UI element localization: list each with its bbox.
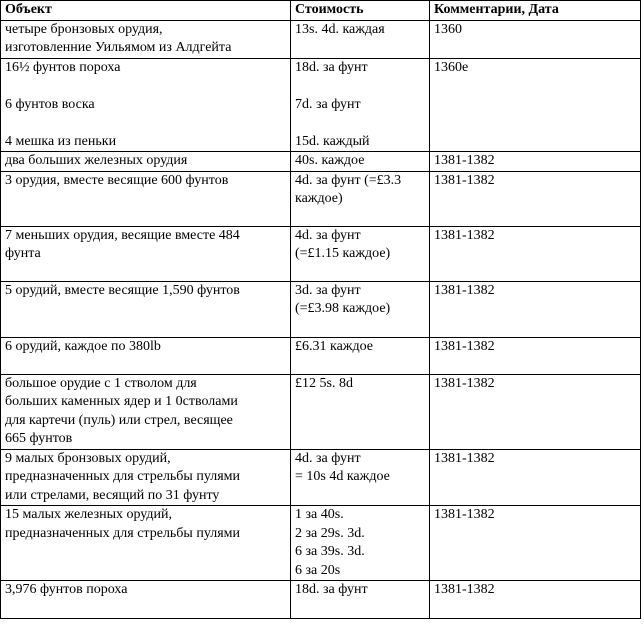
object-line: 5 орудий, вместе весящие 1,590 фунтов — [5, 282, 240, 298]
table-row — [1, 581, 641, 619]
object-cell — [1, 226, 291, 281]
comment-cell: 1381-1382 — [430, 226, 641, 281]
object-line: большое орудие с 1 стволом для — [5, 375, 197, 391]
object-line: 3,976 фунтов пороха — [5, 582, 128, 597]
object-line: два больших железных орудия — [5, 153, 188, 168]
object-cell — [1, 171, 291, 226]
comment-cell: 1381-1382 — [430, 281, 641, 337]
cost-line: 4d. за фунт — [295, 450, 361, 466]
line-gap — [5, 114, 286, 133]
cost-cell — [291, 581, 430, 619]
object-line: для картечи (пуль) или стрел, весящее — [5, 412, 233, 428]
comment-cell: 1381-1382 — [430, 581, 641, 619]
object-line: изготовленние Уильямом из Алдгейта — [5, 40, 232, 55]
object-line: 665 фунтов — [5, 431, 73, 446]
object-line: 9 малых бронзовых орудий, — [5, 450, 171, 466]
comment-cell: 1381-1382 — [430, 152, 641, 172]
object-line: больших каменных ядер и 1 0стволами — [5, 394, 238, 409]
cost-line: 6 за 39s. 3d. — [295, 544, 365, 559]
object-cell — [1, 449, 291, 506]
object-line: предназначенных для стрельбы пулями — [5, 525, 240, 541]
object-line: 6 фунтов воска — [5, 96, 95, 112]
cost-line: 15d. каждый — [295, 133, 370, 149]
object-cell — [1, 20, 291, 58]
cost-line: 1 за 40s. — [295, 507, 344, 522]
cost-line: 13s. 4d. каждая — [295, 21, 385, 37]
cost-cell — [291, 337, 430, 374]
cost-line: 4d. за фунт — [295, 227, 361, 243]
cost-cell — [291, 374, 430, 449]
object-line: 4 мешка из пеньки — [5, 133, 117, 149]
cost-line: каждое) — [295, 191, 343, 206]
table-row — [1, 337, 641, 374]
cost-line: 6 за 20s — [295, 562, 341, 578]
cost-line: 2 за 29s. 3d. — [295, 525, 365, 541]
object-line: 7 меньших орудия, весящие вместе 484 — [5, 227, 240, 243]
object-line: 3 орудия, вместе весящие 600 фунтов — [5, 172, 229, 188]
object-line: 6 орудий, каждое по 380lb — [5, 338, 161, 354]
cost-cell — [291, 506, 430, 581]
object-line: предназначенных для стрельбы пулями — [5, 469, 240, 484]
header-row — [1, 1, 641, 21]
cost-cell — [291, 226, 430, 281]
comment-cell: 1360 — [430, 20, 641, 58]
object-cell — [1, 152, 291, 172]
table-row — [1, 171, 641, 226]
object-line: 15 малых железных орудий, — [5, 507, 173, 522]
table-row — [1, 226, 641, 281]
cost-line: £12 5s. 8d — [295, 375, 353, 391]
header-cost: Стоимость — [291, 1, 430, 21]
cost-cell — [291, 20, 430, 58]
table-row — [1, 152, 641, 172]
comment-cell: 1381-1382 — [430, 506, 641, 581]
object-cell — [1, 281, 291, 337]
cost-line: (=£3.98 каждое) — [295, 301, 391, 316]
line-gap — [295, 114, 425, 133]
cost-line: £6.31 каждое — [295, 338, 373, 354]
cost-cell — [291, 171, 430, 226]
cost-cell — [291, 152, 430, 172]
line-gap — [5, 77, 286, 96]
cost-line: 40s. каждое — [295, 153, 365, 168]
comment-cell: 1360е — [430, 58, 641, 152]
comment-cell: 1381-1382 — [430, 374, 641, 449]
cost-line: 18d. за фунт — [295, 59, 368, 75]
comment-cell: 1381-1382 — [430, 171, 641, 226]
table-row — [1, 20, 641, 58]
object-cell — [1, 337, 291, 374]
table-row — [1, 449, 641, 506]
cost-cell — [291, 58, 430, 152]
object-cell — [1, 374, 291, 449]
object-line: фунта — [5, 246, 41, 261]
table-row — [1, 506, 641, 581]
table-row — [1, 281, 641, 337]
object-line: четыре бронзовых орудия, — [5, 21, 163, 37]
header-comment-date: Комментарии, Дата — [430, 1, 641, 21]
comment-cell: 1381-1382 — [430, 337, 641, 374]
object-line: 16½ фунтов пороха — [5, 59, 121, 75]
object-line: или стрелами, весящий по 31 фунту — [5, 487, 220, 503]
cost-cell — [291, 449, 430, 506]
cost-cell — [291, 281, 430, 337]
cost-line: 18d. за фунт — [295, 582, 368, 597]
object-cell — [1, 581, 291, 619]
cost-line: 3d. за фунт — [295, 282, 361, 298]
cost-line: = 10s 4d каждое — [295, 469, 390, 484]
cost-line: 7d. за фунт — [295, 96, 361, 112]
line-gap — [295, 77, 425, 96]
cost-line: 4d. за фунт (=£3.3 — [295, 172, 402, 188]
object-cell — [1, 506, 291, 581]
header-object: Объект — [1, 1, 291, 21]
table-row — [1, 374, 641, 449]
comment-cell: 1381-1382 — [430, 449, 641, 506]
object-cell — [1, 58, 291, 152]
cost-line: (=£1.15 каждое) — [295, 246, 391, 261]
table-row — [1, 58, 641, 152]
